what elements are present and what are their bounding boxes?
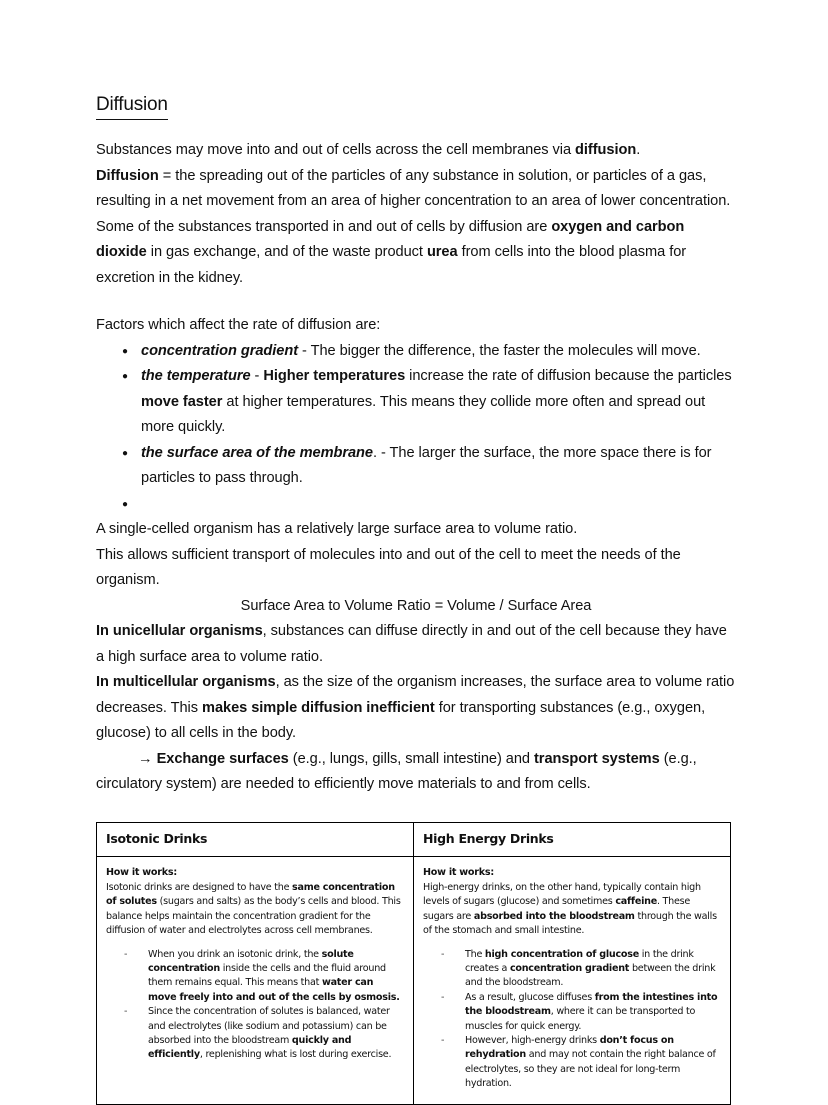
drinks-comparison-table — [96, 822, 731, 1105]
paragraph-multicellular — [96, 670, 736, 747]
list-item-temperature — [96, 364, 736, 441]
list-item — [106, 948, 404, 1006]
text-run: in the drink creates a — [465, 948, 694, 974]
text-bold-solute-concentration: solute concentration — [148, 948, 354, 974]
text-bold-quickly-efficiently: quickly and efficiently — [148, 1034, 352, 1061]
list-item — [106, 1005, 404, 1063]
list-item — [423, 948, 721, 991]
paragraph-exchange-surfaces — [96, 747, 736, 798]
text-bold-how-it-works: How it works: — [106, 866, 177, 878]
document-content — [96, 92, 736, 1105]
text-run: (e.g., lungs, gills, small intestine) and — [288, 750, 534, 767]
text-run: (sugars and salts) as the body’s cells and blood. This balance helps maintain the concentration gradient for the diffusion of water and electrolytes across cell membranes. — [106, 896, 401, 937]
list-item — [423, 1034, 721, 1092]
text-bold-caffeine: caffeine — [615, 896, 657, 908]
text-bold-urea: urea — [426, 244, 458, 260]
text-run: When you drink an isotonic drink, the — [148, 948, 322, 960]
text-bold-how-it-works: How it works: — [423, 866, 494, 878]
isotonic-how-it-works-label — [106, 866, 404, 880]
text-run: . - The larger the surface, the more space there is for particles to pass through. — [141, 444, 712, 486]
text-bold-same-concentration-solutes: same concentration of solutes — [106, 881, 395, 908]
list-item-surface-area — [96, 441, 736, 492]
page-title-wrapper — [96, 92, 736, 138]
text-run: , where it can be transported to muscles for quick energy. — [465, 1006, 696, 1032]
text-run: (e.g., circulatory system) are needed to efficiently move materials to and from cells. — [96, 750, 697, 792]
paragraph-single-celled-organism: A single-celled organism has a relatively large surface area to volume ratio. — [96, 521, 578, 537]
text-run: , substances can diffuse directly in and out of the cell because they have a high surface area to volume ratio. — [96, 623, 727, 665]
text-bold-dont-focus-rehydration: don’t focus on rehydration — [465, 1034, 674, 1061]
text-run: , replenishing what is lost during exercise. — [199, 1049, 392, 1061]
table-header-high-energy-drinks: High Energy Drinks — [414, 822, 731, 856]
text-bold-oxygen-carbon-dioxide: oxygen and carbon dioxide — [96, 218, 685, 260]
paragraph-diffusion-intro — [96, 138, 736, 164]
text-run: and may not contain the right balance of electrolytes, so they are not ideal for long-term hydration. — [465, 1049, 716, 1090]
emphasis-temperature: the temperature — [141, 368, 251, 384]
table-cell-isotonic — [97, 856, 414, 1104]
text-bold-multicellular: In multicellular organisms — [96, 674, 276, 690]
text-bold-simple-diffusion-inefficient: makes simple diffusion inefficient — [202, 699, 435, 716]
text-run: As a result, glucose diffuses — [465, 991, 595, 1003]
text-run: High-energy drinks, on the other hand, typically contain high levels of sugars (glucose) and sometimes — [423, 881, 701, 908]
high-energy-description — [423, 881, 721, 939]
arrow-icon: → — [138, 750, 157, 767]
table-body — [97, 856, 731, 1104]
text-run: Some of the substances transported in and out of cells by diffusion are — [96, 218, 552, 235]
text-run: increase the rate of diffusion because the particles — [405, 368, 732, 384]
text-bold-water-can-move-freely: water can move freely into and out of the cells by osmosis. — [148, 977, 400, 1003]
text-bold-high-concentration-glucose: high concentration of glucose — [484, 948, 639, 960]
text-run: . These sugars are — [423, 896, 691, 922]
paragraph-unicellular — [96, 619, 736, 670]
text-run: at higher temperatures. This means they collide more often and spread out more quickly. — [141, 393, 706, 435]
text-run: Substances may move into and out of cells across the cell membranes via — [96, 142, 576, 158]
text-bold-exchange-surfaces: Exchange surfaces — [156, 750, 289, 767]
text-run: Isotonic drinks are designed to have the — [106, 881, 293, 893]
text-bold-diffusion: diffusion — [575, 142, 637, 158]
text-run: Since the concentration of solutes is balanced, water and electrolytes (like sodium and potassium) can be absorbed into the bloodstream — [148, 1006, 390, 1046]
paragraph-factors-intro: Factors which affect the rate of diffusion are: — [96, 317, 381, 333]
text-bold-concentration-gradient: concentration gradient — [509, 962, 630, 974]
table-cell-high-energy — [414, 856, 731, 1104]
page-title: Diffusion — [96, 92, 168, 120]
text-bold-intestines-bloodstream: from the intestines into the bloodstream — [465, 991, 718, 1018]
high-energy-how-it-works-label — [423, 866, 721, 880]
text-run: The — [465, 948, 485, 960]
emphasis-surface-area-membrane: the surface area of the membrane — [141, 444, 373, 461]
table-header-row — [97, 822, 731, 856]
text-run: - The bigger the difference, the faster the molecules will move. — [298, 342, 701, 359]
text-run: between the drink and the bloodstream. — [465, 962, 716, 989]
text-run: for transporting substances (e.g., oxygen, glucose) to all cells in the body. — [96, 699, 706, 741]
text-bold-diffusion-term: Diffusion — [96, 167, 159, 184]
text-run: through the walls of the stomach and small intestine. — [423, 910, 717, 937]
text-run: in gas exchange, and of the waste product — [146, 244, 427, 260]
text-bold-unicellular: In unicellular organisms — [96, 623, 263, 639]
text-bold-higher-temperatures: Higher temperatures — [263, 368, 406, 384]
text-run: However, high-energy drinks — [465, 1034, 600, 1046]
text-bold-transport-systems: transport systems — [534, 750, 660, 767]
paragraph-diffusion-definition — [96, 164, 736, 215]
formula-surface-area-volume-ratio: Surface Area to Volume Ratio = Volume / Surface Area — [240, 597, 592, 614]
table-header — [97, 822, 731, 856]
text-run: from cells into the blood plasma for excretion in the kidney. — [96, 244, 687, 286]
text-bold-absorbed-bloodstream: absorbed into the bloodstream — [473, 910, 635, 922]
table-header-isotonic-drinks: Isotonic Drinks — [97, 822, 414, 856]
isotonic-bullet-list — [106, 948, 404, 1063]
list-item-empty — [96, 492, 736, 518]
list-item-concentration-gradient — [96, 339, 736, 365]
paragraph-substances-transported — [96, 215, 736, 292]
text-run: , as the size of the organism increases, the surface area to volume ratio decreases. This — [96, 674, 735, 716]
paragraph-allows-transport: This allows sufficient transport of molecules into and out of the cell to meet the needs of the organism. — [96, 546, 681, 588]
table-row — [97, 856, 731, 1104]
list-item — [423, 991, 721, 1034]
text-run: - — [250, 368, 264, 384]
emphasis-concentration-gradient: concentration gradient — [141, 342, 299, 359]
high-energy-bullet-list — [423, 948, 721, 1092]
text-run: . — [636, 142, 641, 158]
text-run: inside the cells and the fluid around them remains equal. This means that — [148, 962, 386, 989]
text-run: = the spreading out of the particles of any substance in solution, or particles of a gas, resulting in a net movement from an area of higher concentration to an area of lower concentration. — [96, 167, 731, 209]
factors-list — [96, 339, 736, 518]
isotonic-description — [106, 881, 404, 939]
text-bold-move-faster: move faster — [141, 393, 223, 410]
